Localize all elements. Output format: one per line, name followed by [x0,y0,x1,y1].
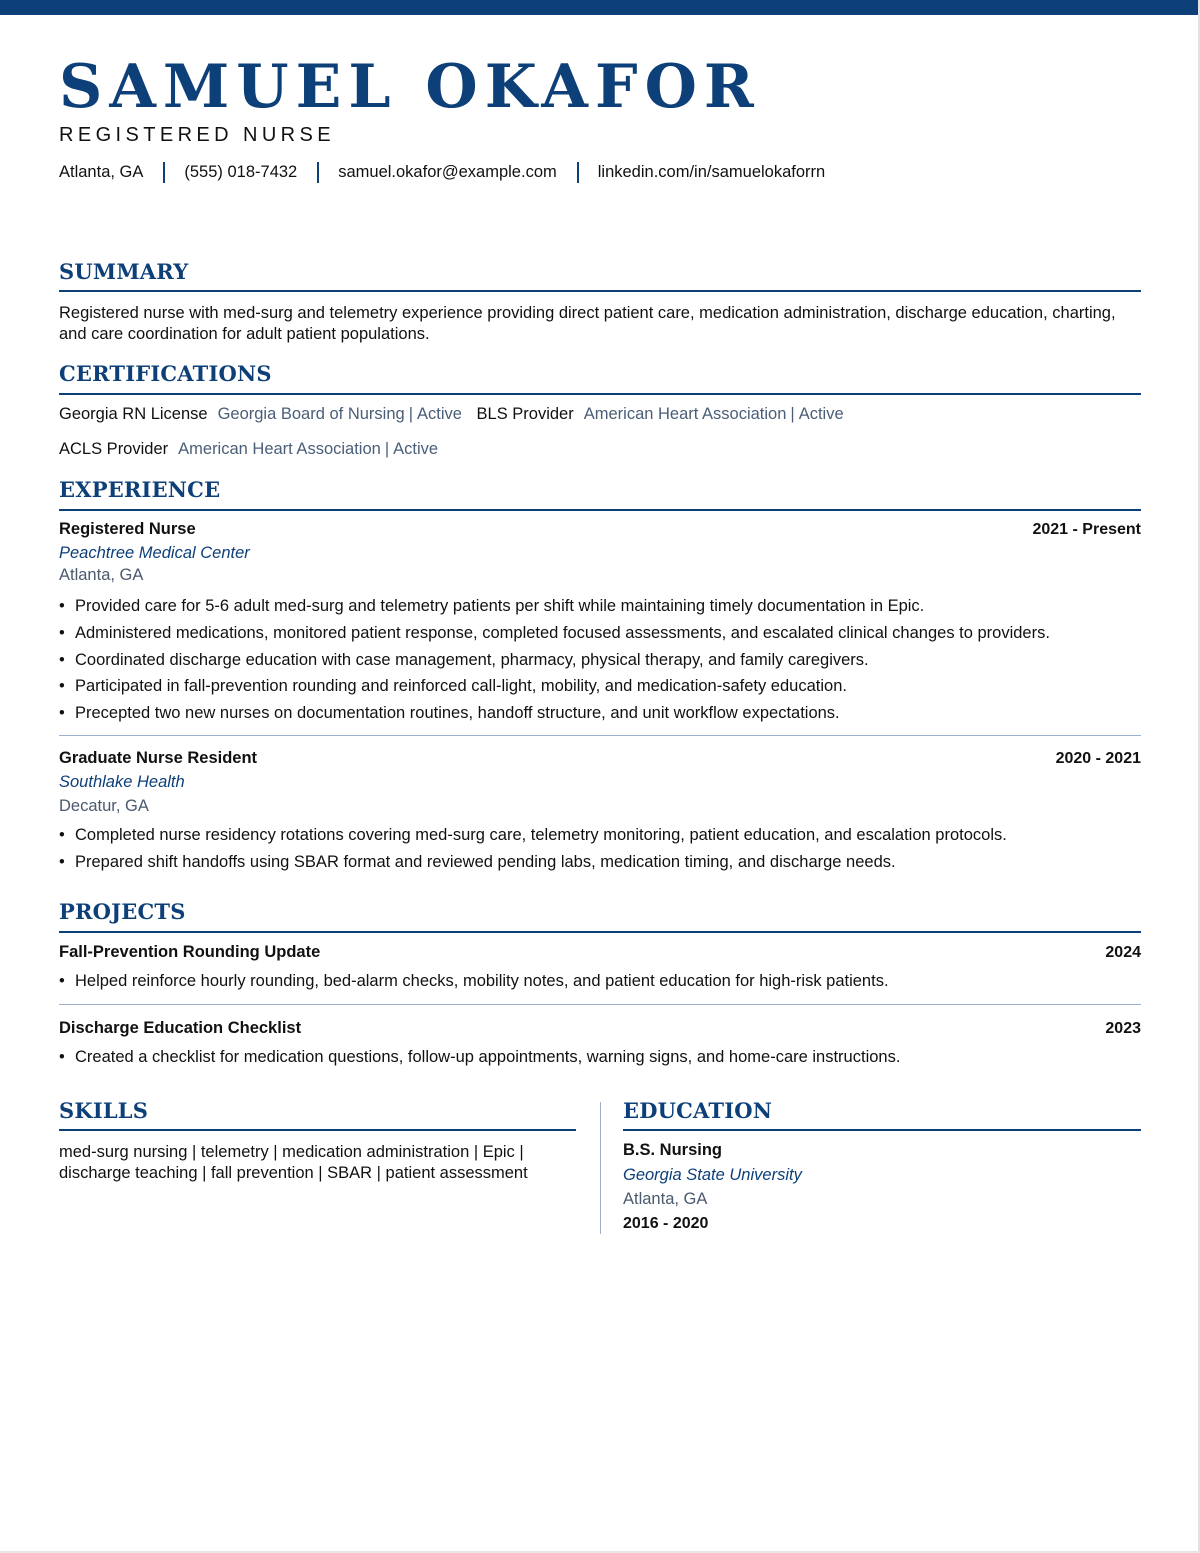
header-accent-bar [0,0,1198,15]
certifications-row [59,440,448,459]
certifications-rule [59,393,1141,395]
job-location: Atlanta, GA [59,566,144,584]
contact-email[interactable]: samuel.okafor@example.com [338,162,557,181]
job-bullets [59,822,1007,875]
education-rule [623,1129,1141,1131]
cert-status: Active [393,440,439,458]
projects-rule [59,931,1141,933]
job-location: Decatur, GA [59,797,149,815]
skills-rule [59,1129,576,1131]
list-item: • Created a checklist for medication questions, follow-up appointments, warning signs, and home-care instructions. [59,1047,900,1068]
candidate-role: REGISTERED NURSE [59,124,335,146]
certifications-heading: CERTIFICATIONS [59,361,272,386]
contact-separator [577,162,579,183]
experience-heading: EXPERIENCE [59,477,221,502]
job-title: Graduate Nurse Resident [59,749,258,767]
cert-status: Active [798,405,844,423]
contact-line [59,160,825,184]
projects-heading: PROJECTS [59,899,186,924]
skills-text: med-surg nursing | telemetry | medication administration | Epic | discharge teaching | fall prevention | SBAR | patient assessment [59,1143,528,1182]
project-title: Fall-Prevention Rounding Update [59,943,321,961]
contact-separator [163,162,165,183]
job-title: Registered Nurse [59,520,196,538]
list-item: • Prepared shift handoffs using SBAR format and reviewed pending labs, medication timing, and discharge needs. [59,849,1007,876]
job-bullets [59,593,1050,727]
cert-org: American Heart Association [178,440,381,458]
list-item: • Coordinated discharge education with case management, pharmacy, physical therapy, and family caregivers. [59,647,1050,674]
skills-heading: SKILLS [59,1098,149,1123]
education-heading: EDUCATION [623,1098,773,1123]
summary-rule [59,290,1141,292]
summary-heading: SUMMARY [59,259,189,284]
cert-org: American Heart Association [583,405,787,423]
education-school: Georgia State University [623,1166,802,1184]
contact-separator [317,162,319,183]
contact-phone: (555) 018-7432 [184,162,298,181]
list-item: • Completed nurse residency rotations covering med-surg care, telemetry monitoring, patient education, and escalation protocols. [59,822,1007,849]
project-bullets [59,971,889,992]
cert-name: BLS Provider [476,405,574,423]
cert-divider: | [384,440,390,458]
education-location: Atlanta, GA [623,1190,708,1208]
project-year: 2024 [1105,944,1141,961]
summary-text: Registered nurse with med-surg and telemetry experience providing direct patient care, medication administration, discharge education, charting, and care coordination for adult patient populations. [59,304,1116,343]
column-divider [600,1102,601,1234]
job-employer: Peachtree Medical Center [59,544,250,562]
list-item: • Helped reinforce hourly rounding, bed-alarm checks, mobility notes, and patient education for high-risk patients. [59,971,889,992]
project-year: 2023 [1105,1020,1141,1037]
cert-org: Georgia Board of Nursing [217,405,405,423]
experience-rule [59,509,1141,511]
entry-divider [59,1004,1141,1005]
job-employer: Southlake Health [59,773,185,791]
cert-divider: | [408,405,413,423]
cert-name: ACLS Provider [59,440,169,458]
education-dates: 2016 - 2020 [623,1215,709,1232]
certifications-row [59,405,854,424]
candidate-name: SAMUEL OKAFOR [59,52,761,122]
job-dates: 2020 - 2021 [1055,750,1141,767]
job-dates: 2021 - Present [1032,521,1141,538]
contact-linkedin[interactable]: linkedin.com/in/samuelokaforrn [597,162,826,181]
education-degree: B.S. Nursing [623,1141,723,1159]
entry-divider [59,735,1141,736]
cert-divider: | [790,405,795,423]
contact-location: Atlanta, GA [59,162,144,181]
cert-status: Active [416,405,462,423]
list-item: • Precepted two new nurses on documentation routines, handoff structure, and unit workflow expectations. [59,700,1050,727]
cert-name: Georgia RN License [59,405,208,423]
project-title: Discharge Education Checklist [59,1019,302,1037]
project-bullets [59,1047,900,1068]
list-item: • Provided care for 5-6 adult med-surg and telemetry patients per shift while maintaining timely documentation in Epic. [59,593,1050,620]
list-item: • Administered medications, monitored patient response, completed focused assessments, and escalated clinical changes to providers. [59,620,1050,647]
list-item: • Participated in fall-prevention rounding and reinforced call-light, mobility, and medication-safety education. [59,673,1050,700]
